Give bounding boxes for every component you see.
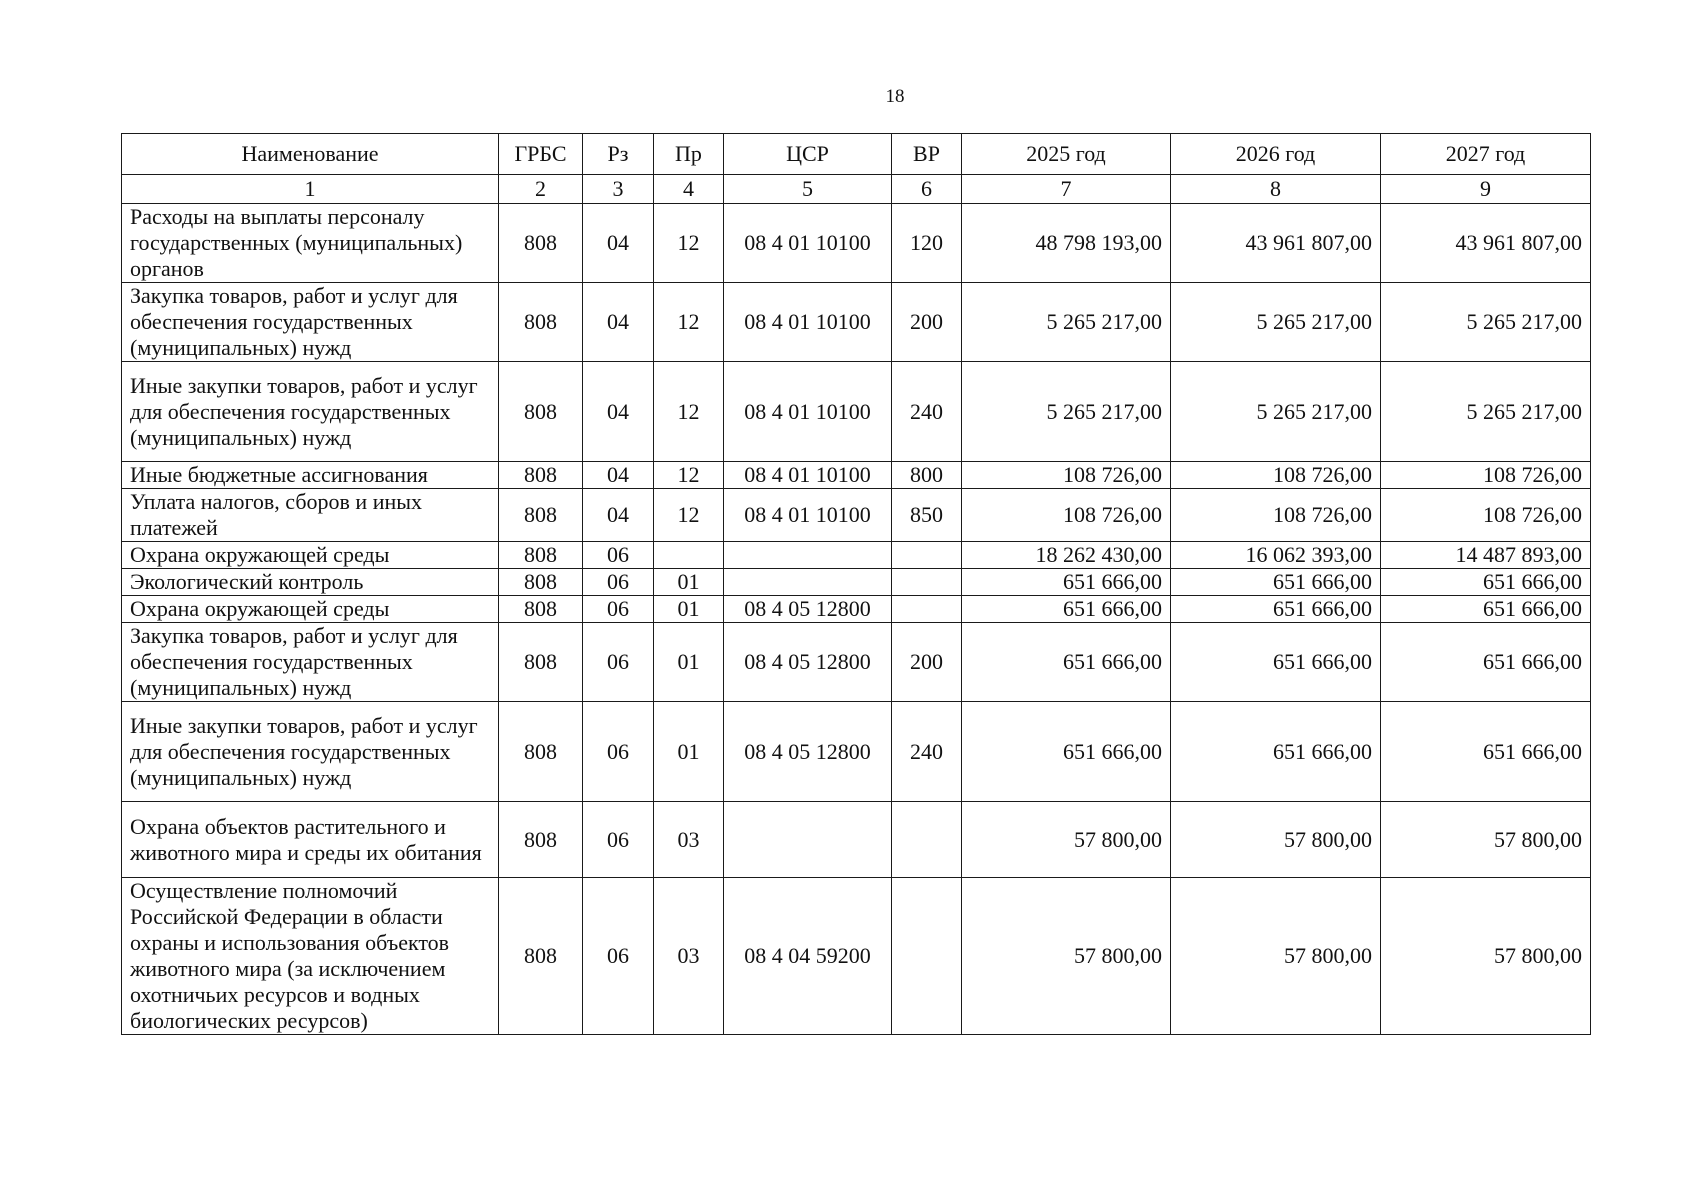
row-rz: 04	[583, 489, 654, 542]
row-rz: 06	[583, 878, 654, 1035]
table-row	[122, 489, 1591, 542]
row-vr: 800	[892, 462, 962, 489]
row-name: Охрана окружающей среды	[122, 542, 499, 569]
row-vr: 200	[892, 283, 962, 362]
row-name: Охрана объектов растительного и животного мира и среды их обитания	[122, 802, 499, 878]
row-amount-2025: 18 262 430,00	[962, 542, 1171, 569]
row-csr	[724, 569, 892, 596]
header-rz: Рз	[583, 134, 654, 175]
column-number: 6	[892, 175, 962, 204]
header-2027: 2027 год	[1381, 134, 1591, 175]
header-pr: Пр	[654, 134, 724, 175]
row-pr: 01	[654, 702, 724, 802]
row-pr: 12	[654, 362, 724, 462]
row-name: Осуществление полномочий Российской Федерации в области охраны и использования объектов животного мира (за исключением охотничьих ресурсов и водных биологических ресурсов)	[122, 878, 499, 1035]
row-rz: 04	[583, 204, 654, 283]
table-row	[122, 623, 1591, 702]
column-number: 4	[654, 175, 724, 204]
row-pr: 12	[654, 283, 724, 362]
row-amount-2026: 57 800,00	[1171, 802, 1381, 878]
row-amount-2025: 651 666,00	[962, 623, 1171, 702]
row-amount-2027: 108 726,00	[1381, 489, 1591, 542]
row-name: Закупка товаров, работ и услуг для обеспечения государственных (муниципальных) нужд	[122, 283, 499, 362]
row-grbs: 808	[499, 802, 583, 878]
row-rz: 04	[583, 362, 654, 462]
header-name: Наименование	[122, 134, 499, 175]
row-amount-2025: 651 666,00	[962, 702, 1171, 802]
row-name: Расходы на выплаты персоналу государственных (муниципальных) органов	[122, 204, 499, 283]
row-pr: 01	[654, 596, 724, 623]
row-rz: 06	[583, 596, 654, 623]
row-csr: 08 4 01 10100	[724, 204, 892, 283]
row-name: Иные закупки товаров, работ и услуг для обеспечения государственных (муниципальных) нужд	[122, 362, 499, 462]
row-grbs: 808	[499, 462, 583, 489]
column-number: 7	[962, 175, 1171, 204]
row-amount-2026: 651 666,00	[1171, 596, 1381, 623]
row-csr: 08 4 01 10100	[724, 489, 892, 542]
row-amount-2026: 108 726,00	[1171, 462, 1381, 489]
table-row	[122, 542, 1591, 569]
table-row	[122, 596, 1591, 623]
row-csr: 08 4 01 10100	[724, 462, 892, 489]
row-vr: 850	[892, 489, 962, 542]
row-grbs: 808	[499, 204, 583, 283]
column-number: 8	[1171, 175, 1381, 204]
column-number: 3	[583, 175, 654, 204]
row-rz: 06	[583, 623, 654, 702]
row-csr: 08 4 05 12800	[724, 702, 892, 802]
column-number: 5	[724, 175, 892, 204]
table-row	[122, 878, 1591, 1035]
row-csr	[724, 542, 892, 569]
row-vr	[892, 596, 962, 623]
row-amount-2025: 5 265 217,00	[962, 283, 1171, 362]
row-vr: 240	[892, 362, 962, 462]
column-number: 2	[499, 175, 583, 204]
table-row	[122, 462, 1591, 489]
row-amount-2027: 14 487 893,00	[1381, 542, 1591, 569]
row-vr: 120	[892, 204, 962, 283]
row-csr: 08 4 05 12800	[724, 623, 892, 702]
row-grbs: 808	[499, 569, 583, 596]
row-vr	[892, 542, 962, 569]
row-amount-2027: 57 800,00	[1381, 878, 1591, 1035]
header-csr: ЦСР	[724, 134, 892, 175]
row-amount-2026: 651 666,00	[1171, 569, 1381, 596]
row-rz: 06	[583, 802, 654, 878]
row-amount-2027: 43 961 807,00	[1381, 204, 1591, 283]
row-amount-2026: 57 800,00	[1171, 878, 1381, 1035]
row-rz: 04	[583, 283, 654, 362]
row-pr: 01	[654, 623, 724, 702]
row-amount-2025: 48 798 193,00	[962, 204, 1171, 283]
row-vr	[892, 802, 962, 878]
table-row	[122, 702, 1591, 802]
row-vr	[892, 569, 962, 596]
row-amount-2027: 57 800,00	[1381, 802, 1591, 878]
row-csr: 08 4 01 10100	[724, 283, 892, 362]
column-number-row	[122, 175, 1591, 204]
row-amount-2026: 5 265 217,00	[1171, 283, 1381, 362]
row-vr	[892, 878, 962, 1035]
row-grbs: 808	[499, 542, 583, 569]
row-name: Иные бюджетные ассигнования	[122, 462, 499, 489]
row-name: Иные закупки товаров, работ и услуг для обеспечения государственных (муниципальных) нужд	[122, 702, 499, 802]
row-amount-2027: 651 666,00	[1381, 702, 1591, 802]
row-pr: 03	[654, 802, 724, 878]
table-row	[122, 362, 1591, 462]
row-csr: 08 4 04 59200	[724, 878, 892, 1035]
row-rz: 06	[583, 542, 654, 569]
row-grbs: 808	[499, 878, 583, 1035]
row-amount-2025: 651 666,00	[962, 569, 1171, 596]
row-csr: 08 4 05 12800	[724, 596, 892, 623]
table-row	[122, 204, 1591, 283]
budget-table	[121, 133, 1591, 1035]
row-amount-2027: 651 666,00	[1381, 623, 1591, 702]
row-vr: 200	[892, 623, 962, 702]
row-amount-2026: 16 062 393,00	[1171, 542, 1381, 569]
row-grbs: 808	[499, 283, 583, 362]
row-amount-2026: 108 726,00	[1171, 489, 1381, 542]
row-amount-2026: 651 666,00	[1171, 702, 1381, 802]
row-amount-2027: 5 265 217,00	[1381, 283, 1591, 362]
row-grbs: 808	[499, 702, 583, 802]
header-2026: 2026 год	[1171, 134, 1381, 175]
row-amount-2025: 108 726,00	[962, 489, 1171, 542]
row-pr: 12	[654, 204, 724, 283]
row-amount-2027: 108 726,00	[1381, 462, 1591, 489]
row-pr: 01	[654, 569, 724, 596]
column-number: 9	[1381, 175, 1591, 204]
header-2025: 2025 год	[962, 134, 1171, 175]
row-name: Экологический контроль	[122, 569, 499, 596]
row-csr	[724, 802, 892, 878]
row-amount-2025: 5 265 217,00	[962, 362, 1171, 462]
row-amount-2027: 5 265 217,00	[1381, 362, 1591, 462]
row-amount-2025: 57 800,00	[962, 802, 1171, 878]
row-rz: 06	[583, 569, 654, 596]
row-pr	[654, 542, 724, 569]
header-row	[122, 134, 1591, 175]
row-amount-2025: 57 800,00	[962, 878, 1171, 1035]
row-csr: 08 4 01 10100	[724, 362, 892, 462]
row-rz: 04	[583, 462, 654, 489]
row-vr: 240	[892, 702, 962, 802]
row-amount-2027: 651 666,00	[1381, 569, 1591, 596]
row-amount-2027: 651 666,00	[1381, 596, 1591, 623]
row-name: Закупка товаров, работ и услуг для обеспечения государственных (муниципальных) нужд	[122, 623, 499, 702]
row-name: Охрана окружающей среды	[122, 596, 499, 623]
header-grbs: ГРБС	[499, 134, 583, 175]
row-grbs: 808	[499, 623, 583, 702]
row-name: Уплата налогов, сборов и иных платежей	[122, 489, 499, 542]
row-grbs: 808	[499, 596, 583, 623]
table-row	[122, 283, 1591, 362]
row-pr: 03	[654, 878, 724, 1035]
row-amount-2026: 651 666,00	[1171, 623, 1381, 702]
table-row	[122, 802, 1591, 878]
column-number: 1	[122, 175, 499, 204]
row-rz: 06	[583, 702, 654, 802]
row-amount-2025: 651 666,00	[962, 596, 1171, 623]
row-pr: 12	[654, 462, 724, 489]
table-row	[122, 569, 1591, 596]
row-grbs: 808	[499, 489, 583, 542]
page-number: 18	[885, 86, 905, 107]
row-amount-2026: 43 961 807,00	[1171, 204, 1381, 283]
row-amount-2025: 108 726,00	[962, 462, 1171, 489]
header-vr: ВР	[892, 134, 962, 175]
row-amount-2026: 5 265 217,00	[1171, 362, 1381, 462]
row-pr: 12	[654, 489, 724, 542]
row-grbs: 808	[499, 362, 583, 462]
